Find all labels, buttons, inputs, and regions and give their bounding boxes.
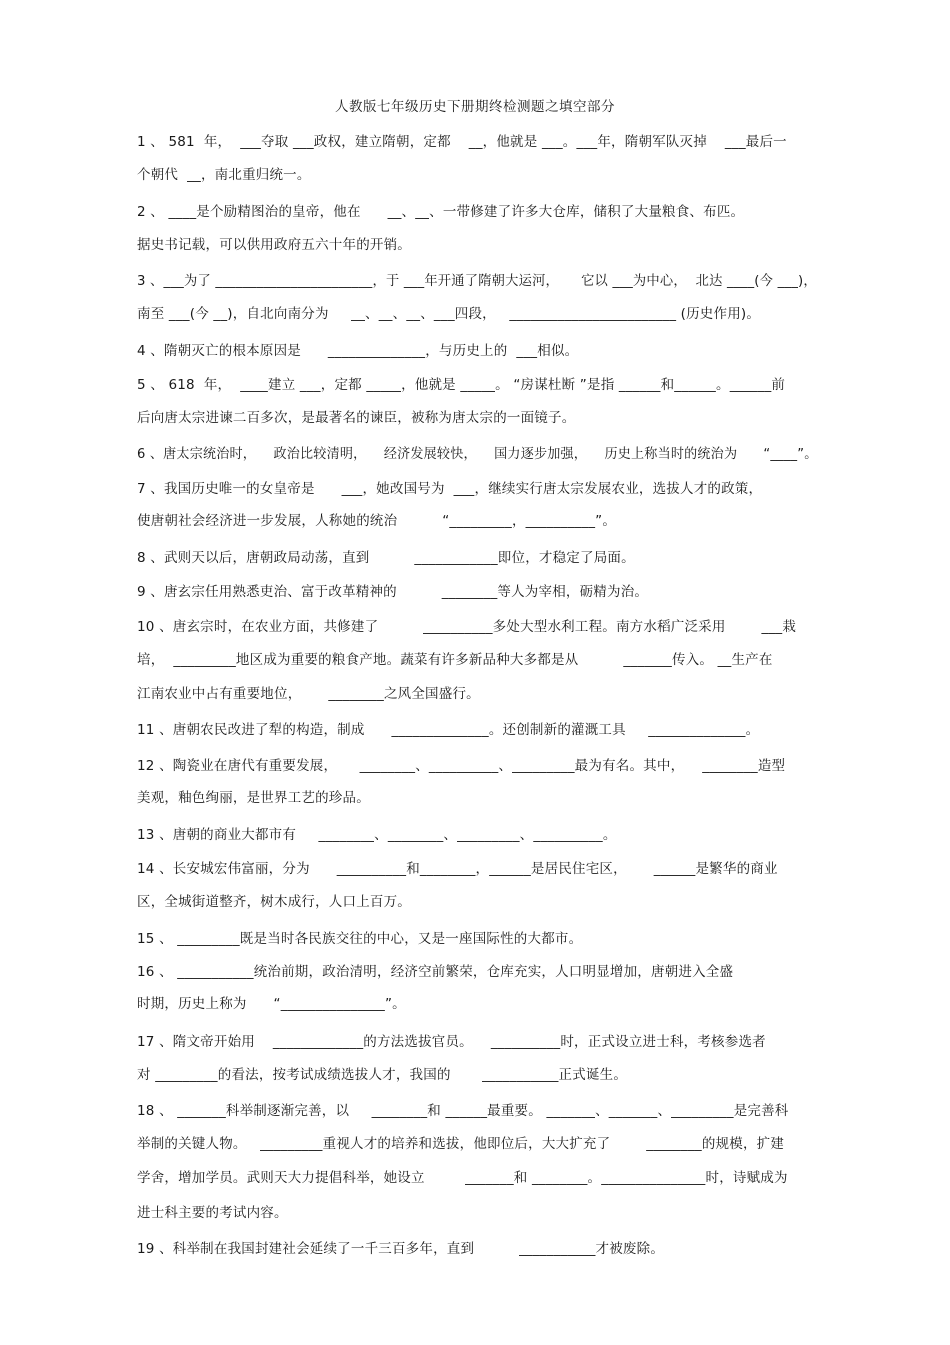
question-line: 14 、长安城宏伟富丽，分为 __________和________，______是居民住宅区， ______是繁华的商业 [137, 861, 778, 877]
question-line: 时期，历史上称为 “_______________”。 [137, 996, 406, 1012]
question-line: 学舍，增加学员。武则天大力提倡科举，她设立 _______和 ________。_______________时，诗赋成为 [137, 1170, 788, 1186]
question-line: 区，全城街道整齐，树木成行，人口上百万。 [137, 894, 411, 910]
question-line: 17 、隋文帝开始用 _____________的方法选拔官员。 __________时，正式设立进士科，考核参选者 [137, 1034, 766, 1050]
question-line: 个朝代 __，南北重归统一。 [137, 167, 311, 183]
question-line: 对 _________的看法，按考试成绩选拔人才，我国的 ___________正式诞生。 [137, 1067, 628, 1083]
question-line: 6 、唐太宗统治时， 政治比较清明， 经济发展较快， 国力逐步加强， 历史上称当时的统治为 “____”。 [137, 446, 818, 462]
question-line: 9 、唐玄宗任用熟悉吏治、富于改革精神的 ________等人为宰相，砺精为治。 [137, 584, 649, 600]
question-line: 5 、 618 年， ____建立 ___，定都 _____，他就是 _____。 “房谋杜断 ”是指 ______和______。______前 [137, 377, 786, 393]
question-line: 16 、 ___________统治前期，政治清明，经济空前繁荣，仓库充实，人口明显增加，唐朝进入全盛 [137, 964, 734, 980]
question-line: 12 、陶瓷业在唐代有重要发展， ________、__________、_________最为有名。其中， ________造型 [137, 758, 786, 774]
question-line: 8 、武则天以后，唐朝政局动荡，直到 ____________即位，才稳定了局面。 [137, 550, 635, 566]
question-line: 2 、 ____是个励精图治的皇帝，他在 __、__、一带修建了许多大仓库，储积了大量粮食、布匹。 [137, 204, 745, 220]
question-line: 进士科主要的考试内容。 [137, 1205, 288, 1221]
question-line: 南至 ___(今 __)，自北向南分为 __、__、__、___四段， ________________________ (历史作用)。 [137, 306, 761, 322]
question-line: 11 、唐朝农民改进了犁的构造，制成 ______________。还创制新的灌溉工具 ______________。 [137, 722, 760, 738]
question-line: 据史书记载，可以供用政府五六十年的开销。 [137, 237, 411, 253]
question-line: 10 、唐玄宗时，在农业方面，共修建了 __________多处大型水利工程。南方水稻广泛采用 ___栽 [137, 619, 797, 635]
question-line: 后向唐太宗进谏二百多次，是最著名的谏臣，被称为唐太宗的一面镜子。 [137, 410, 576, 426]
question-line: 江南农业中占有重要地位， ________之风全国盛行。 [137, 686, 480, 702]
question-line: 举制的关键人物。 _________重视人才的培养和选拔，他即位后，大大扩充了 ________的规模，扩建 [137, 1136, 785, 1152]
question-line: 13 、唐朝的商业大都市有 ________、________、_________、__________。 [137, 827, 617, 843]
document-title: 人教版七年级历史下册期终检测题之填空部分 [335, 99, 615, 115]
question-line: 7 、我国历史唯一的女皇帝是 ___，她改国号为 ___，继续实行唐太宗发展农业，选拔人才的政策， [137, 481, 763, 497]
question-line: 1 、 581 年， ___夺取 ___政权，建立隋朝，定都 __，他就是 ___。___年，隋朝军队灭掉 ___最后一 [137, 134, 787, 150]
question-line: 使唐朝社会经济进一步发展，人称她的统治 “_________，__________”。 [137, 513, 617, 529]
question-line: 19 、科举制在我国封建社会延续了一千三百多年，直到 ___________才被废除。 [137, 1241, 665, 1257]
question-line: 15 、 _________既是当时各民族交往的中心，又是一座国际性的大都市。 [137, 931, 583, 947]
question-line: 4 、隋朝灭亡的根本原因是 ______________，与历史上的 ___相似。 [137, 343, 579, 359]
question-line: 18 、 _______科举制逐渐完善，以 ________和 ______最重要。 _______、_______、_________是完善科 [137, 1103, 789, 1119]
question-line: 美观，釉色绚丽，是世界工艺的珍品。 [137, 790, 370, 806]
question-line: 3 、___为了 _______________________，于 ___年开通了隋朝大运河， 它以 ___为中心， 北达 ____(今 ___)， [137, 273, 817, 289]
question-line: 培， _________地区成为重要的粮食产地。蔬菜有许多新品种大多都是从 _______传入。 __生产在 [137, 652, 773, 668]
